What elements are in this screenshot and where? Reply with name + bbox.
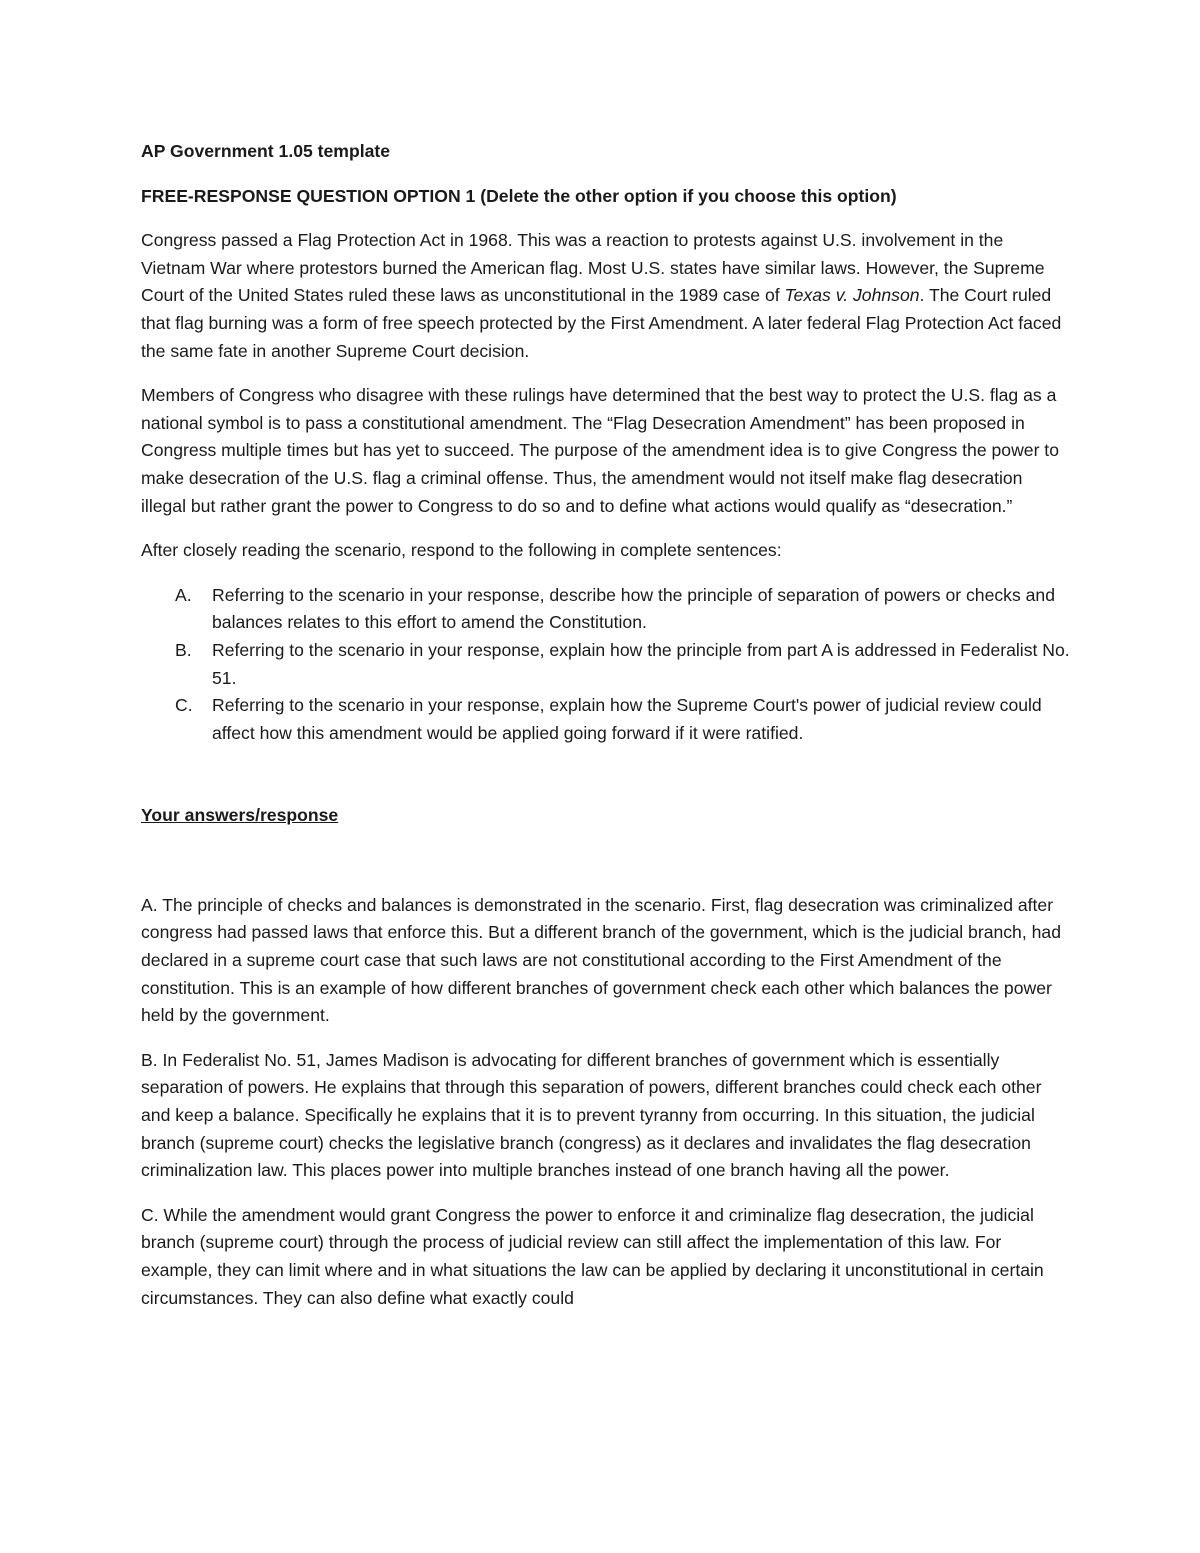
answer-c: C. While the amendment would grant Congress the power to enforce it and criminalize flag desecration, the judicial branch (supreme court) through the process of judicial review can still affect the implementation of this law. For example, they can limit where and in what situations the law can be applied by declaring it unconstitutional in certain circumstances. They can also define what exactly could — [141, 1204, 1044, 1308]
question-part-text: Referring to the scenario in your response, explain how the Supreme Court's power of judicial review could affect how this amendment would be applied going forward if it were ratified. — [212, 695, 1042, 743]
document-title: AP Government 1.05 template — [141, 141, 391, 161]
scenario-paragraph-1 — [141, 227, 1071, 365]
question-part-a — [141, 582, 1071, 637]
question-part-text: Referring to the scenario in your response, describe how the principle of separation of powers or checks and balances relates to this effort to amend the Constitution. — [212, 584, 1056, 633]
answers-heading: Your answers/response — [141, 805, 339, 826]
answers-block — [141, 892, 1071, 1312]
scenario-text: Congress passed a Flag Protection Act in 1968. This was a reaction to protests against U.S. involvement in the Vietnam War where protestors burned the American flag. Most U.S. states have similar laws. However, the Supreme Court of the United States ruled these laws as unconstitutional in the 1989 case of — [141, 230, 1045, 306]
answer-b: B. In Federalist No. 51, James Madison is advocating for different branches of government which is essentially separation of powers. He explains that through this separation of powers, different branches could check each other and keep a balance. Specifically he explains that it is to prevent tyranny from occurring. In this situation, the judicial branch (supreme court) checks the legislative branch (congress) as it declares and invalidates the flag desecration criminalization law. This places power into multiple branches instead of one branch having all the power. — [141, 1049, 1042, 1181]
list-marker: A. — [175, 584, 192, 605]
question-part-b — [141, 637, 1071, 692]
question-parts-list — [141, 582, 1071, 748]
scenario-text: . The Court ruled that flag burning was a form of free speech protected by the First Amendment. A later federal Flag Protection Act faced the same fate in another Supreme Court decision. — [141, 285, 1062, 361]
question-part-text: Referring to the scenario in your response, explain how the principle from part A is addressed in Federalist No. 51. — [212, 639, 1070, 688]
question-part-c — [141, 692, 1071, 747]
scenario-paragraph-2: Members of Congress who disagree with these rulings have determined that the best way to protect the U.S. flag as a national symbol is to pass a constitutional amendment. The “Flag Desecration Amendment” has been proposed in Congress multiple times but has yet to succeed. The purpose of the amendment idea is to give Congress the power to make desecration of the U.S. flag a criminal offense. Thus, the amendment would not itself make flag desecration illegal but rather grant the power to Congress to do so and to define what actions would qualify as “desecration.” — [141, 385, 1059, 516]
instructions: After closely reading the scenario, respond to the following in complete sentences: — [141, 540, 782, 561]
question-heading: FREE-RESPONSE QUESTION OPTION 1 (Delete the other option if you choose this option) — [141, 185, 897, 206]
answer-a: A. The principle of checks and balances is demonstrated in the scenario. First, flag desecration was criminalized after congress had passed laws that enforce this. But a different branch of the government, which is the judicial branch, had declared in a supreme court case that such laws are not constitutional according to the First Amendment of the constitution. This is an example of how different branches of government check each other which balances the power held by the government. — [141, 894, 1061, 1026]
list-marker: C. — [175, 695, 193, 716]
document-page — [141, 138, 1071, 1329]
case-name: Texas v. Johnson — [784, 285, 920, 306]
list-marker: B. — [175, 639, 192, 660]
